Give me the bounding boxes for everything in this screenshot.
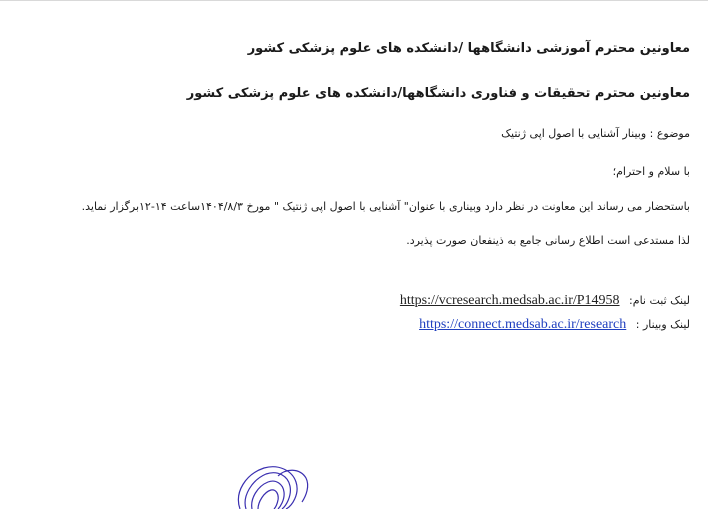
body-paragraph-1: باستحضار می رساند این معاونت در نظر دارد وبیناری با عنوان" آشنایی با اصول اپی ژنتیک " مورخ ۱۴۰۴/۸/۳ساعت ۱۴-۱۲برگزار نماید. (81, 200, 690, 213)
signature-mark (226, 462, 316, 509)
signature-loops (238, 467, 307, 509)
registration-link-row (400, 293, 690, 309)
recipient-line-1: معاونین محترم آموزشی دانشگاهها /دانشکده های علوم پزشکی کشور (247, 41, 690, 56)
greeting-line: با سلام و احترام؛ (612, 165, 690, 178)
webinar-link-label: لینک وبینار : (635, 318, 690, 331)
recipient-line-2: معاونین محترم تحقیقات و فناوری دانشگاهها/دانشکده های علوم پزشکی کشور (186, 86, 690, 101)
webinar-link-row (419, 317, 690, 333)
registration-link-label: لینک ثبت نام: (629, 294, 690, 307)
webinar-link[interactable]: https://connect.medsab.ac.ir/research (419, 317, 627, 332)
registration-link[interactable]: https://vcresearch.medsab.ac.ir/P14958 (399, 293, 620, 308)
body-paragraph-2: لذا مستدعی است اطلاع رسانی جامع به ذینفعان صورت پذیرد. (406, 234, 690, 247)
subject-line: موضوع : وبینار آشنایی با اصول اپی ژنتیک (501, 127, 690, 140)
